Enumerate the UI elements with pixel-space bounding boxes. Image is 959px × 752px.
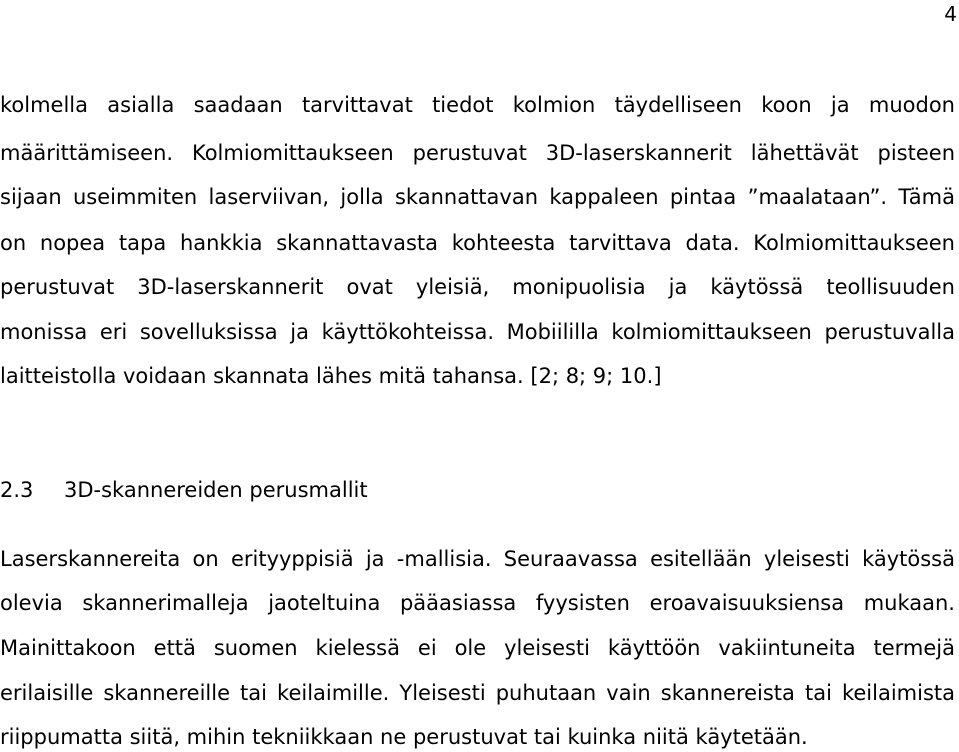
page-number: 4 [944, 2, 957, 26]
text-line: määrittämiseen. Kolmiomittaukseen perustuvat 3D-laserskannerit lähettävät pisteen [0, 141, 955, 165]
text-line: kolmella asialla saadaan tarvittavat tiedot kolmion täydelliseen koon ja muodon [0, 93, 955, 117]
text-line: sijaan useimmiten laserviivan, jolla skannattavan kappaleen pintaa ”maalataan”. Tämä [0, 185, 955, 209]
text-line: laitteistolla voidaan skannata lähes mitä tahansa. [2; 8; 9; 10.] [0, 364, 662, 388]
text-line: Mainittakoon että suomen kielessä ei ole yleisesti käyttöön vakiintuneita termejä [0, 636, 955, 660]
text-line: riippumatta siitä, mihin tekniikkaan ne perustuvat tai kuinka niitä käytetään. [0, 725, 808, 749]
section-number: 2.3 [0, 478, 34, 502]
text-line: on nopea tapa hankkia skannattavasta kohteesta tarvittava data. Kolmiomittaukseen [0, 231, 955, 255]
section-heading [0, 476, 368, 504]
text-line: erilaisille skannereille tai keilaimille. Yleisesti puhutaan vain skannereista tai keilaimista [0, 681, 955, 705]
text-line: olevia skannerimalleja jaoteltuina pääasiassa fyysisten eroavaisuuksiensa mukaan. [0, 591, 955, 615]
text-line: perustuvat 3D-laserskannerit ovat yleisiä, monipuolisia ja käytössä teollisuuden [0, 275, 955, 299]
text-line: Laserskannereita on erityyppisiä ja -mallisia. Seuraavassa esitellään yleisesti käytössä [0, 547, 955, 571]
section-title: 3D-skannereiden perusmallit [64, 478, 368, 502]
text-line: monissa eri sovelluksissa ja käyttökohteissa. Mobiililla kolmiomittaukseen perustuvalla [0, 320, 955, 344]
